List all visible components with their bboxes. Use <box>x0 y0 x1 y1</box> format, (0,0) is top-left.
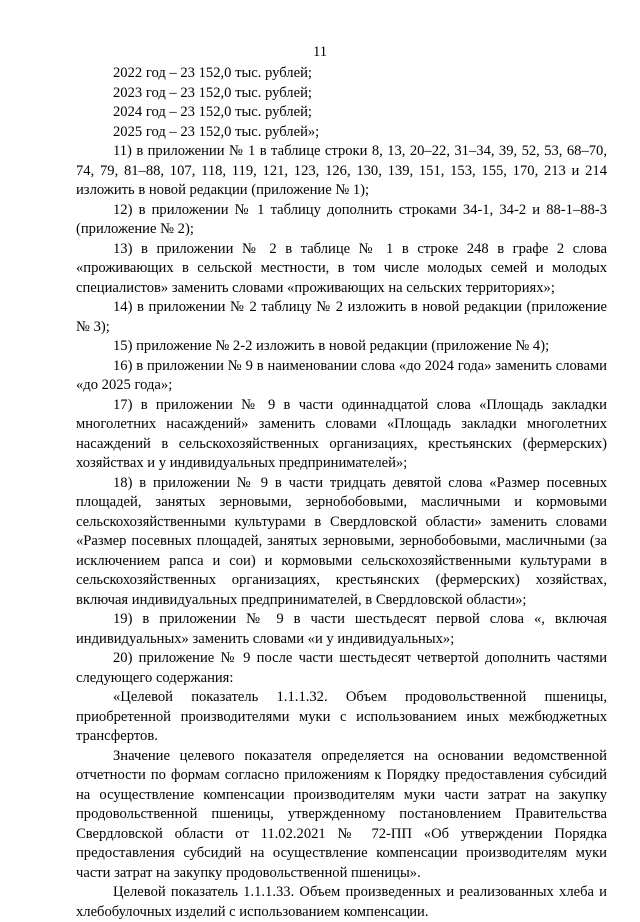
paragraph-year-2023: 2023 год – 23 152,0 тыс. рублей; <box>113 84 312 101</box>
paragraph-indicator-33: Целевой показатель 1.1.1.33. Объем произведенных и реализованных хлеба и хлебобулочных изделий с использованием компенсации. <box>76 884 607 920</box>
paragraph-item-11: 11) в приложении № 1 в таблице строки 8, 13, 20–22, 31–34, 39, 52, 53, 68–70, 74, 79, 81–88, 107, 118, 119, 121, 123, 126, 130, 139, 151, 153, 155, 170, 213 и 214 изложить в новой редакции (приложение № 1); <box>76 143 607 198</box>
paragraph-year-2024: 2024 год – 23 152,0 тыс. рублей; <box>113 104 312 120</box>
paragraph-item-19: 19) в приложении № 9 в части шестьдесят первой слова «, включая индивидуальных» заменить словами «и у индивидуальных»; <box>76 611 607 647</box>
document-body <box>76 64 607 922</box>
paragraph-item-13: 13) в приложении № 2 в таблице № 1 в строке 248 в графе 2 слова «проживающих в сельской местности, в том числе молодых семей и молодых специалистов» заменить словами «проживающих на сельских территориях»; <box>76 240 607 296</box>
paragraph-year-2022: 2022 год – 23 152,0 тыс. рублей; <box>113 65 312 81</box>
paragraph-item-16: 16) в приложении № 9 в наименовании слова «до 2024 года» заменить словами «до 2025 года»; <box>76 357 607 393</box>
paragraph-item-12: 12) в приложении № 1 таблицу дополнить строками 34-1, 34-2 и 88-1–88-3 (приложение № 2); <box>76 201 607 237</box>
paragraph-item-15: 15) приложение № 2-2 изложить в новой редакции (приложение № 4); <box>113 338 550 354</box>
paragraph-indicator-32: «Целевой показатель 1.1.1.32. Объем продовольственной пшеницы, приобретенной производителями муки с использованием иных межбюджетных трансфертов. <box>76 689 607 744</box>
paragraph-item-17: 17) в приложении № 9 в части одиннадцатой слова «Площадь закладки многолетних насаждений» заменить словами «Площадь закладки многолетних насаждений в сельскохозяйственных организациях, крестьянских (фермерских) хозяйствах и у индивидуальных предпринимателей»; <box>76 396 607 471</box>
paragraph-item-14: 14) в приложении № 2 таблицу № 2 изложить в новой редакции (приложение № 3); <box>76 299 607 335</box>
paragraph-indicator-32-value: Значение целевого показателя определяется на основании ведомственной отчетности по формам согласно приложениям к Порядку предоставления субсидий на осуществление компенсации производителям муки части затрат на закупку продовольственной пшеницы, утвержденному постановлением Правительства Свердловской области от 11.02.2021 № 72-ПП «Об утверждении Порядка предоставления субсидий на осуществление компенсации производителям муки части затрат на закупку продовольственной пшеницы». <box>76 747 607 881</box>
paragraph-year-2025: 2025 год – 23 152,0 тыс. рублей»; <box>113 123 320 140</box>
page-number: 11 <box>312 44 328 60</box>
paragraph-item-20: 20) приложение № 9 после части шестьдесят четвертой дополнить частями следующего содержания: <box>76 650 607 686</box>
paragraph-item-18: 18) в приложении № 9 в части тридцать девятой слова «Размер посевных площадей, занятых зерновыми, зернобобовыми, масличными и кормовыми сельскохозяйственными культурами в Свердловской области» заменить словами «Размер посевных площадей, занятых зерновыми, зернобобовыми, масличными (за исключением рапса и сои) и кормовыми сельскохозяйственными культурами в сельскохозяйственных организациях, крестьянских (фермерских) хозяйствах, включая индивидуальных предпринимателей, в Свердловской области»; <box>76 474 607 608</box>
